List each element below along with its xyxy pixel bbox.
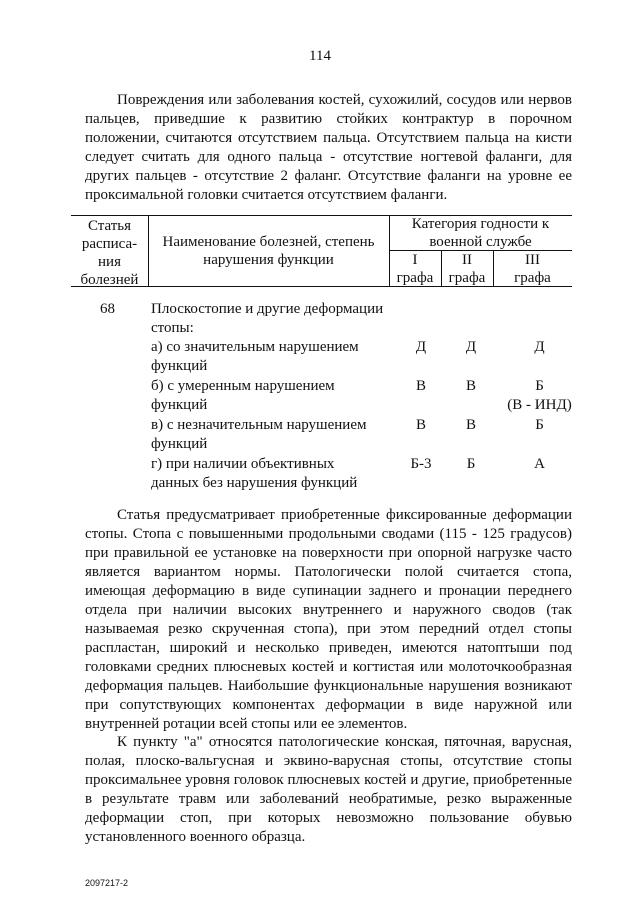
row-description-line: функций xyxy=(151,358,208,374)
header-column-1-label: графа xyxy=(396,270,434,286)
intro-paragraph xyxy=(85,91,572,205)
article-title-line: стопы: xyxy=(151,320,194,336)
article-title xyxy=(151,300,386,338)
row-category-3 xyxy=(507,377,572,415)
header-column-2 xyxy=(441,251,493,287)
row-description xyxy=(151,338,386,376)
header-article-line: болезней xyxy=(80,272,139,288)
header-article xyxy=(71,217,148,289)
header-disease-name-line: нарушения функции xyxy=(203,252,334,268)
header-column-3 xyxy=(493,251,572,287)
row-description-line: г) при наличии объективных xyxy=(151,456,335,472)
row-category-1: В xyxy=(415,417,426,433)
row-category-2: В xyxy=(465,378,476,394)
paragraph-description xyxy=(85,506,572,734)
row-description-line: данных без нарушения функций xyxy=(151,475,358,491)
row-description-line: в) с незначительным нарушением xyxy=(151,417,367,433)
row-description-line: а) со значительным нарушением xyxy=(151,339,359,355)
row-description-line: функций xyxy=(151,436,208,452)
row-category-2: Б xyxy=(466,456,476,472)
header-article-line: расписа- xyxy=(81,236,138,252)
row-category-3-value: Д xyxy=(534,339,545,355)
row-category-3 xyxy=(507,338,572,357)
article-title-line: Плоскостопие и другие деформации xyxy=(151,301,384,317)
footer-code: 2097217-2 xyxy=(85,878,129,888)
header-category-line: военной службе xyxy=(429,234,532,250)
header-column-1-number: I xyxy=(412,252,418,268)
header-column-2-number: II xyxy=(462,252,472,268)
page-number: 114 xyxy=(309,48,331,64)
table-header xyxy=(71,215,572,287)
row-category-3 xyxy=(507,455,572,474)
header-disease-name-line: Наименование болезней, степень xyxy=(162,234,375,250)
header-column-2-label: графа xyxy=(448,270,486,286)
row-category-1: В xyxy=(415,378,426,394)
header-category xyxy=(389,215,572,251)
row-category-1: Б-3 xyxy=(410,456,432,472)
header-article-line: ния xyxy=(98,254,121,270)
row-category-3 xyxy=(507,416,572,435)
row-description xyxy=(151,377,386,415)
paragraph-point-a-text: К пункту "а" относятся патологические конская, пяточная, варусная, полая, плоско-вальгусная и эквино-варусная стопы, отсутствие стопы проксимальнее уровня головок плюсневых костей и другие, приобретенные в результате травм или заболеваний необратимые, резко выраженные деформации стоп, при которых невозможно пользование обувью установленного военного образца. xyxy=(85,734,572,845)
row-category-2: В xyxy=(465,417,476,433)
row-category-1: Д xyxy=(415,339,427,355)
row-category-3-value: Б xyxy=(535,378,544,394)
paragraph-point-a xyxy=(85,733,572,847)
header-column-3-label: графа xyxy=(514,270,551,286)
paragraph-description-text: Статья предусматривает приобретенные фиксированные деформации стопы. Стопа с повышенными продольными сводами (115 - 125 градусов) при правильной ее установке на поверхности при опорной нагрузке часто является вариантом нормы. Патологически полой считается стопа, имеющая деформацию в виде супинации заднего и пронации переднего отдела при наличии высоких внутреннего и наружного сводов (так называемая резко скрученная стопа), при этом передний отдел стопы распластан, широкий и несколько приведен, имеются натоптыши под головками средних плюсневых костей и когтистая или молоточкообразная деформация пальцев. Наибольшие функциональные нарушения возникают при сопутствующих компонентах деформации в виде наружной или внутренней ротации всей стопы или ее элементов. xyxy=(85,507,572,732)
header-category-line: Категория годности к xyxy=(411,216,550,232)
header-column-1 xyxy=(389,251,441,287)
row-category-3-note: (В - ИНД) xyxy=(507,397,572,413)
header-column-3-number: III xyxy=(525,252,540,268)
intro-paragraph-text: Повреждения или заболевания костей, сухожилий, сосудов или нервов пальцев, приведшие к развитию стойких контрактур в порочном положении, считаются отсутствием пальца. Отсутствием пальца на кисти следует считать для одного пальца - отсутствие ногтевой фаланги, для других пальцев - отсутствие 2 фаланг. Отсутствие фаланги на уровне ее проксимальной головки считается отсутствием фаланги. xyxy=(85,92,572,203)
header-disease-name xyxy=(148,233,389,269)
row-category-2: Д xyxy=(465,339,477,355)
header-article-line: Статья xyxy=(87,218,132,234)
row-category-3-value: А xyxy=(534,456,545,472)
row-category-3-value: Б xyxy=(535,417,544,433)
article-number: 68 xyxy=(100,301,115,317)
row-description-line: б) с умеренным нарушением xyxy=(151,378,335,394)
row-description-line: функций xyxy=(151,397,208,413)
row-description xyxy=(151,416,386,454)
row-description xyxy=(151,455,386,493)
